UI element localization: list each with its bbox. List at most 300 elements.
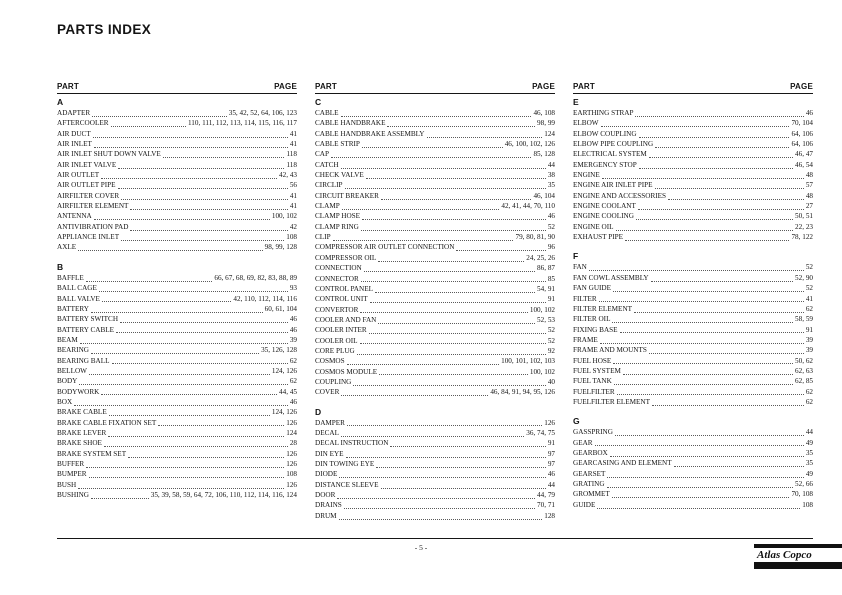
page-numbers: 46 — [289, 315, 297, 324]
part-name: APPLIANCE INLET — [57, 233, 120, 242]
page-numbers: 91 — [805, 325, 813, 334]
index-entry — [57, 149, 297, 159]
part-name: AIR INLET — [57, 140, 92, 149]
dot-leader — [615, 435, 804, 436]
index-entry — [573, 180, 813, 190]
dot-leader — [634, 312, 804, 313]
index-entry — [573, 500, 813, 510]
page-numbers: 126 — [286, 418, 297, 427]
dot-leader — [118, 188, 288, 189]
index-entry — [57, 201, 297, 211]
part-name: FUEL HOSE — [573, 356, 612, 365]
page-numbers: 108 — [286, 233, 297, 242]
index-entry — [57, 232, 297, 242]
page-numbers: 42, 43 — [279, 171, 297, 180]
part-column-header: PART — [57, 82, 79, 91]
part-name: CAP — [315, 150, 329, 159]
page-numbers: 46 — [547, 470, 555, 479]
index-entry — [315, 284, 555, 294]
dot-leader — [360, 343, 546, 344]
dot-leader — [130, 209, 287, 210]
part-name: FRAME AND MOUNTS — [573, 346, 647, 355]
page-numbers: 48 — [805, 171, 813, 180]
index-entry — [57, 407, 297, 417]
dot-leader — [364, 271, 535, 272]
index-entry — [573, 304, 813, 314]
part-name: EXHAUST PIPE — [573, 233, 623, 242]
page-numbers: 60, 61, 104 — [264, 304, 297, 313]
page-numbers: 35 — [805, 459, 813, 468]
page-column-header: PAGE — [532, 82, 555, 91]
dot-leader — [86, 281, 213, 282]
index-entry — [315, 438, 555, 448]
index-column — [57, 82, 297, 521]
index-columns — [57, 82, 813, 521]
index-entry — [573, 160, 813, 170]
part-name: CHECK VALVE — [315, 171, 364, 180]
part-name: FILTER — [573, 294, 597, 303]
index-entry — [57, 376, 297, 386]
dot-leader — [342, 209, 500, 210]
page-numbers: 57 — [805, 181, 813, 190]
page-numbers: 126 — [286, 449, 297, 458]
part-name: CLAMP RING — [315, 222, 359, 231]
page-numbers: 70, 108 — [791, 490, 813, 499]
dot-leader — [121, 240, 284, 241]
dot-leader — [599, 301, 804, 302]
part-name: FAN — [573, 263, 587, 272]
dot-leader — [649, 157, 793, 158]
page-numbers: 62, 85 — [795, 377, 813, 386]
dot-leader — [344, 508, 535, 509]
dot-leader — [390, 446, 545, 447]
page-numbers: 40 — [547, 377, 555, 386]
index-entry — [315, 346, 555, 356]
dot-leader — [674, 466, 804, 467]
page-numbers: 44, 79 — [537, 491, 555, 500]
page-numbers: 52, 53 — [537, 315, 555, 324]
page-numbers: 66, 67, 68, 69, 82, 83, 88, 89 — [214, 273, 297, 282]
dot-leader — [163, 157, 285, 158]
index-entry — [57, 356, 297, 366]
footer-divider — [57, 538, 813, 539]
dot-leader — [339, 477, 545, 478]
part-name: GUIDE — [573, 500, 596, 509]
dot-leader — [101, 394, 277, 395]
part-name: COUPLING — [315, 377, 352, 386]
index-entry — [315, 242, 555, 252]
dot-leader — [589, 270, 804, 271]
page-numbers: 41 — [289, 191, 297, 200]
page-numbers: 124, 126 — [271, 408, 297, 417]
page-numbers: 118 — [286, 160, 297, 169]
index-entry — [57, 397, 297, 407]
page-numbers: 52 — [547, 222, 555, 231]
page-numbers: 46, 84, 91, 94, 95, 126 — [490, 388, 555, 397]
part-name: ENGINE COOLING — [573, 212, 634, 221]
dot-leader — [337, 498, 535, 499]
part-name: CIRCLIP — [315, 181, 343, 190]
page-numbers: 97 — [547, 460, 555, 468]
part-name: AIR OUTLET PIPE — [57, 181, 116, 190]
dot-leader — [331, 157, 531, 158]
index-entry — [573, 469, 813, 479]
part-name: GRATING — [573, 480, 605, 488]
part-name: EARTHING STRAP — [573, 109, 634, 117]
index-entry — [573, 366, 813, 376]
index-entry — [315, 418, 555, 428]
dot-leader — [668, 199, 804, 200]
dot-leader — [607, 487, 793, 488]
index-entry — [57, 160, 297, 170]
page-numbers: 97 — [547, 449, 555, 458]
index-entry — [315, 222, 555, 232]
page-numbers: 39 — [805, 335, 813, 344]
index-entry — [573, 222, 813, 232]
part-name: GEARSET — [573, 469, 606, 478]
index-entry — [315, 118, 555, 128]
page-numbers: 86, 87 — [537, 264, 555, 273]
dot-leader — [128, 457, 284, 458]
index-entry — [57, 211, 297, 221]
part-name: BEARING — [57, 346, 89, 355]
dot-leader — [112, 363, 288, 364]
dot-leader — [456, 250, 545, 251]
part-name: BAFFLE — [57, 273, 84, 282]
index-entry — [573, 149, 813, 159]
page-numbers: 52, 90 — [795, 273, 813, 282]
index-entry — [57, 438, 297, 448]
part-name: FAN GUIDE — [573, 284, 611, 293]
dot-leader — [639, 168, 793, 169]
page-numbers: 70, 104 — [791, 119, 813, 128]
index-entry — [57, 304, 297, 314]
index-entry — [315, 511, 555, 521]
page-numbers: 41 — [805, 294, 813, 303]
section-letter: G — [573, 416, 580, 427]
part-name: FIXING BASE — [573, 325, 618, 334]
dot-leader — [614, 384, 793, 385]
part-name: DECAL INSTRUCTION — [315, 439, 389, 448]
part-name: CABLE STRIP — [315, 140, 360, 149]
dot-leader — [387, 126, 535, 127]
part-name: BATTERY SWITCH — [57, 315, 119, 324]
dot-leader — [120, 322, 288, 323]
part-name: COOLER OIL — [315, 336, 358, 345]
dot-leader — [74, 405, 288, 406]
page-numbers: 110, 111, 112, 113, 114, 115, 116, 117 — [187, 119, 297, 128]
part-name: FAN COWL ASSEMBLY — [573, 273, 649, 282]
page-numbers: 36, 74, 75 — [526, 428, 555, 437]
part-name: BRAKE CABLE FIXATION SET — [57, 418, 157, 427]
part-name: AIRFILTER ELEMENT — [57, 202, 129, 211]
index-entry — [57, 418, 297, 428]
dot-leader — [78, 250, 262, 251]
page-numbers: 124 — [286, 428, 297, 437]
dot-leader — [111, 126, 186, 127]
page-numbers: 62 — [289, 356, 297, 365]
index-entry — [315, 325, 555, 335]
index-entry — [57, 345, 297, 355]
dot-leader — [341, 436, 524, 437]
dot-leader — [362, 147, 503, 148]
part-name: BALL CAGE — [57, 284, 97, 293]
dot-leader — [427, 137, 543, 138]
page-numbers: 56 — [289, 181, 297, 190]
dot-leader — [613, 291, 804, 292]
dot-leader — [92, 116, 227, 117]
dot-leader — [339, 519, 543, 520]
part-name: BALL VALVE — [57, 294, 100, 303]
page-numbers: 79, 80, 81, 90 — [515, 233, 555, 242]
page-title: PARTS INDEX — [57, 22, 152, 37]
dot-leader — [636, 219, 793, 220]
part-name: COVER — [315, 388, 340, 397]
part-name: COSMOS MODULE — [315, 367, 378, 376]
part-name: AXLE — [57, 243, 77, 252]
part-name: ELBOW PIPE COUPLING — [573, 140, 654, 149]
dot-leader — [655, 147, 789, 148]
part-name: ELBOW COUPLING — [573, 129, 637, 138]
page-numbers: 46 — [805, 109, 813, 117]
index-section — [315, 97, 555, 398]
index-entry — [573, 262, 813, 272]
dot-leader — [91, 498, 149, 499]
page-numbers: 44 — [547, 480, 555, 489]
dot-leader — [602, 178, 804, 179]
index-entry — [573, 170, 813, 180]
index-entry — [315, 294, 555, 304]
page-numbers: 92 — [547, 346, 555, 355]
page-numbers: 42 — [289, 222, 297, 231]
part-name: GEARCASING AND ELEMENT — [573, 459, 672, 468]
page-numbers: 46 — [289, 325, 297, 334]
index-entry — [315, 180, 555, 190]
logo-wordmark: Atlas Copco — [757, 549, 812, 561]
part-name: COOLER AND FAN — [315, 315, 377, 324]
part-name: GEAR — [573, 438, 593, 447]
index-entry — [573, 458, 813, 468]
index-entry — [315, 191, 555, 201]
page-column-header: PAGE — [274, 82, 297, 91]
part-name: ANTIVIBRATION PAD — [57, 222, 129, 231]
section-letter: E — [573, 97, 579, 107]
dot-leader — [341, 116, 532, 117]
dot-leader — [366, 178, 546, 179]
page-numbers: 50, 51 — [795, 212, 813, 221]
index-entry — [315, 129, 555, 139]
index-entry — [315, 387, 555, 397]
part-name: BRAKE LEVER — [57, 428, 107, 437]
part-name: DISTANCE SLEEVE — [315, 480, 379, 489]
dot-leader — [361, 281, 546, 282]
dot-leader — [93, 137, 288, 138]
dot-leader — [651, 281, 793, 282]
dot-leader — [79, 384, 287, 385]
part-name: AIR OUTLET — [57, 171, 100, 180]
part-name: COOLER INTER — [315, 326, 367, 335]
page-numbers: 27 — [805, 202, 813, 211]
page-numbers: 44, 45 — [279, 387, 297, 396]
part-name: BODYWORK — [57, 387, 100, 396]
index-entry — [315, 459, 555, 469]
part-name: ENGINE — [573, 171, 600, 180]
part-name: DIN EYE — [315, 449, 344, 458]
index-column — [315, 82, 555, 521]
dot-leader — [121, 199, 288, 200]
dot-leader — [620, 332, 804, 333]
index-section — [57, 262, 297, 501]
part-name: CLIP — [315, 233, 331, 242]
page-numbers: 91 — [547, 295, 555, 304]
dot-leader — [333, 240, 514, 241]
part-name: ELECTRICAL SYSTEM — [573, 150, 647, 159]
index-entry — [573, 118, 813, 128]
index-column — [573, 82, 813, 521]
dot-leader — [639, 137, 790, 138]
index-entry — [315, 253, 555, 263]
dot-leader — [91, 312, 263, 313]
part-name: FUEL TANK — [573, 377, 612, 386]
section-letter: A — [57, 97, 64, 107]
index-entry — [315, 336, 555, 346]
part-name: DIODE — [315, 470, 338, 479]
index-entry — [573, 314, 813, 324]
index-entry — [573, 129, 813, 139]
part-name: FILTER ELEMENT — [573, 304, 633, 313]
page-numbers: 49 — [805, 438, 813, 447]
dot-leader — [610, 456, 804, 457]
page-numbers: 126 — [286, 460, 297, 468]
part-name: DRAINS — [315, 501, 342, 510]
page-numbers: 42, 110, 112, 114, 116 — [233, 294, 297, 303]
dot-leader — [378, 323, 535, 324]
part-name: AIRFILTER COVER — [57, 191, 120, 200]
index-section — [315, 407, 555, 521]
part-name: BATTERY — [57, 304, 89, 313]
section-letter: F — [573, 251, 579, 262]
dot-leader — [612, 322, 793, 323]
index-entry — [315, 449, 555, 459]
part-name: ENGINE AND ACCESSORIES — [573, 191, 667, 200]
page-numbers: 98, 99 — [537, 119, 555, 128]
dot-leader — [375, 292, 535, 293]
index-entry — [573, 283, 813, 293]
index-entry — [573, 335, 813, 345]
part-name: DIN TOWING EYE — [315, 460, 375, 468]
index-entry — [57, 480, 297, 490]
page-numbers: 39 — [805, 346, 813, 355]
part-name: ADAPTER — [57, 109, 91, 117]
part-name: ENGINE AIR INLET PIPE — [573, 181, 653, 190]
dot-leader — [378, 261, 524, 262]
dot-leader — [638, 209, 804, 210]
page-numbers: 62 — [805, 387, 813, 396]
part-name: CLAMP HOSE — [315, 212, 361, 221]
index-entry — [315, 149, 555, 159]
index-entry — [315, 211, 555, 221]
dot-leader — [625, 240, 789, 241]
page-numbers: 24, 25, 26 — [526, 253, 555, 262]
dot-leader — [104, 446, 288, 447]
dot-leader — [617, 394, 804, 395]
dot-leader — [347, 425, 542, 426]
dot-leader — [86, 467, 284, 468]
index-entry — [573, 376, 813, 386]
index-entry — [57, 469, 297, 479]
page-numbers: 46, 54 — [795, 160, 813, 169]
index-entry — [57, 191, 297, 201]
dot-leader — [607, 477, 803, 478]
part-name: CABLE HANDBRAKE ASSEMBLY — [315, 129, 425, 138]
page-numbers: 126 — [286, 480, 297, 489]
dot-leader — [101, 178, 277, 179]
part-name: BEARING BALL — [57, 356, 110, 365]
part-name: CABLE HANDBRAKE — [315, 119, 386, 128]
page-numbers: 128 — [544, 511, 555, 520]
part-name: CIRCUIT BREAKER — [315, 191, 379, 200]
index-entry — [315, 232, 555, 242]
index-entry — [573, 345, 813, 355]
page-numbers: 100, 102 — [529, 367, 555, 376]
index-entry — [573, 108, 813, 118]
page-numbers: 49 — [805, 469, 813, 478]
page-numbers: 50, 62 — [795, 356, 813, 365]
page-numbers: 41 — [289, 140, 297, 149]
part-name: BUFFER — [57, 460, 85, 468]
part-name: BRAKE SHOE — [57, 439, 102, 448]
index-entry — [315, 139, 555, 149]
part-name: FUELFILTER — [573, 387, 615, 396]
dot-leader — [347, 364, 500, 365]
index-entry — [573, 438, 813, 448]
index-section — [57, 97, 297, 253]
index-entry — [315, 201, 555, 211]
index-entry — [573, 397, 813, 407]
dot-leader — [89, 477, 285, 478]
column-sections — [315, 97, 555, 521]
dot-leader — [99, 291, 288, 292]
index-entry — [57, 366, 297, 376]
index-entry — [57, 283, 297, 293]
index-entry — [57, 170, 297, 180]
index-entry — [57, 314, 297, 324]
column-header — [315, 82, 555, 94]
index-entry — [573, 294, 813, 304]
index-entry — [57, 387, 297, 397]
part-name: BOX — [57, 397, 73, 406]
dot-leader — [118, 168, 284, 169]
dot-leader — [362, 219, 546, 220]
index-entry — [315, 305, 555, 315]
dot-leader — [601, 126, 790, 127]
part-name: ELBOW — [573, 119, 599, 128]
index-entry — [315, 356, 555, 366]
page-numbers: 64, 106 — [791, 140, 813, 149]
page-numbers: 42, 41, 44, 70, 110 — [501, 202, 555, 211]
index-entry — [573, 325, 813, 335]
part-name: BUSHING — [57, 491, 89, 500]
index-entry — [315, 170, 555, 180]
page-numbers: 41 — [289, 129, 297, 138]
part-name: AIR DUCT — [57, 129, 91, 138]
index-entry — [57, 294, 297, 304]
part-column-header: PART — [573, 82, 595, 91]
index-entry — [315, 500, 555, 510]
dot-leader — [361, 230, 546, 231]
page-numbers: 62 — [289, 377, 297, 386]
page-numbers: 85, 128 — [533, 150, 555, 159]
